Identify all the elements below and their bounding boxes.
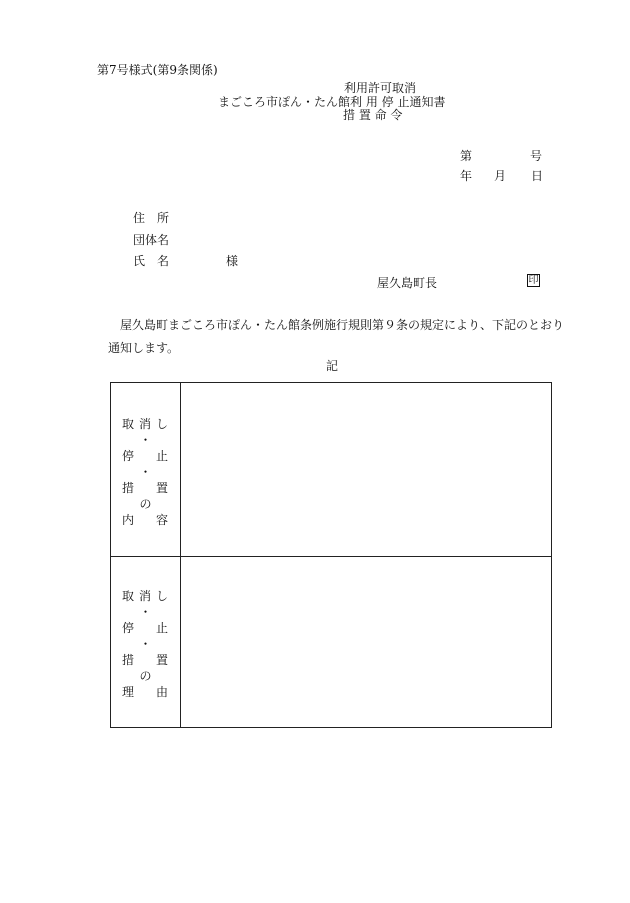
row-label-content <box>111 416 180 528</box>
label-char: 取 <box>122 417 135 431</box>
row-label-reason <box>111 588 180 700</box>
label-char: 措 <box>122 653 135 667</box>
label-char: 止 <box>155 621 168 635</box>
label-line <box>111 588 180 604</box>
label-dot: ・ <box>139 605 152 619</box>
details-table <box>110 382 552 728</box>
date-month-label: 月 <box>494 169 507 183</box>
organization-label: 団体名 <box>133 233 170 247</box>
name-label: 氏 名 <box>133 254 170 268</box>
label-char: 停 <box>122 449 135 463</box>
ki-heading: 記 <box>326 359 339 373</box>
label-line <box>111 652 180 668</box>
label-line <box>111 416 180 432</box>
date-day-label: 日 <box>531 169 544 183</box>
label-char: の <box>139 497 152 511</box>
label-char: 置 <box>155 653 168 667</box>
label-char: 止 <box>155 449 168 463</box>
label-char: 置 <box>155 481 168 495</box>
label-char: 停 <box>122 621 135 635</box>
title-line-1: 利用許可取消 <box>344 81 417 95</box>
title-line-2: まごころ市ぽん・たん館利 用 停 止通知書 <box>218 95 446 109</box>
body-text: 屋久島町まごころ市ぽん・たん館条例施行規則第９条の規定により、下記のとおり通知します。 <box>108 318 565 355</box>
honorific: 様 <box>226 254 239 268</box>
label-char: し <box>155 417 168 431</box>
label-char: 由 <box>155 685 168 699</box>
label-dot: ・ <box>139 433 152 447</box>
label-char: し <box>155 589 168 603</box>
seal-mark: 印 <box>528 275 539 286</box>
date-year-label: 年 <box>460 169 473 183</box>
table-row-divider <box>111 556 551 557</box>
label-char: 理 <box>122 685 135 699</box>
table-column-divider <box>180 383 181 727</box>
label-dot: ・ <box>139 465 152 479</box>
label-line <box>111 512 180 528</box>
document-number-suffix: 号 <box>530 149 543 163</box>
label-line <box>111 684 180 700</box>
label-line <box>111 480 180 496</box>
label-char: の <box>139 669 152 683</box>
label-char: 取 <box>122 589 135 603</box>
label-char: 措 <box>122 481 135 495</box>
label-char: 内 <box>122 513 135 527</box>
address-label: 住 所 <box>133 211 170 225</box>
label-char: 容 <box>155 513 168 527</box>
label-line <box>111 620 180 636</box>
label-char: 消 <box>138 589 151 603</box>
label-line <box>111 448 180 464</box>
sender-title: 屋久島町長 <box>377 276 438 290</box>
label-dot: ・ <box>139 637 152 651</box>
title-line-3: 措 置 命 令 <box>343 108 403 122</box>
label-char: 消 <box>138 417 151 431</box>
document-number-prefix: 第 <box>460 149 473 163</box>
form-number: 第7号様式(第9条関係) <box>97 63 218 77</box>
